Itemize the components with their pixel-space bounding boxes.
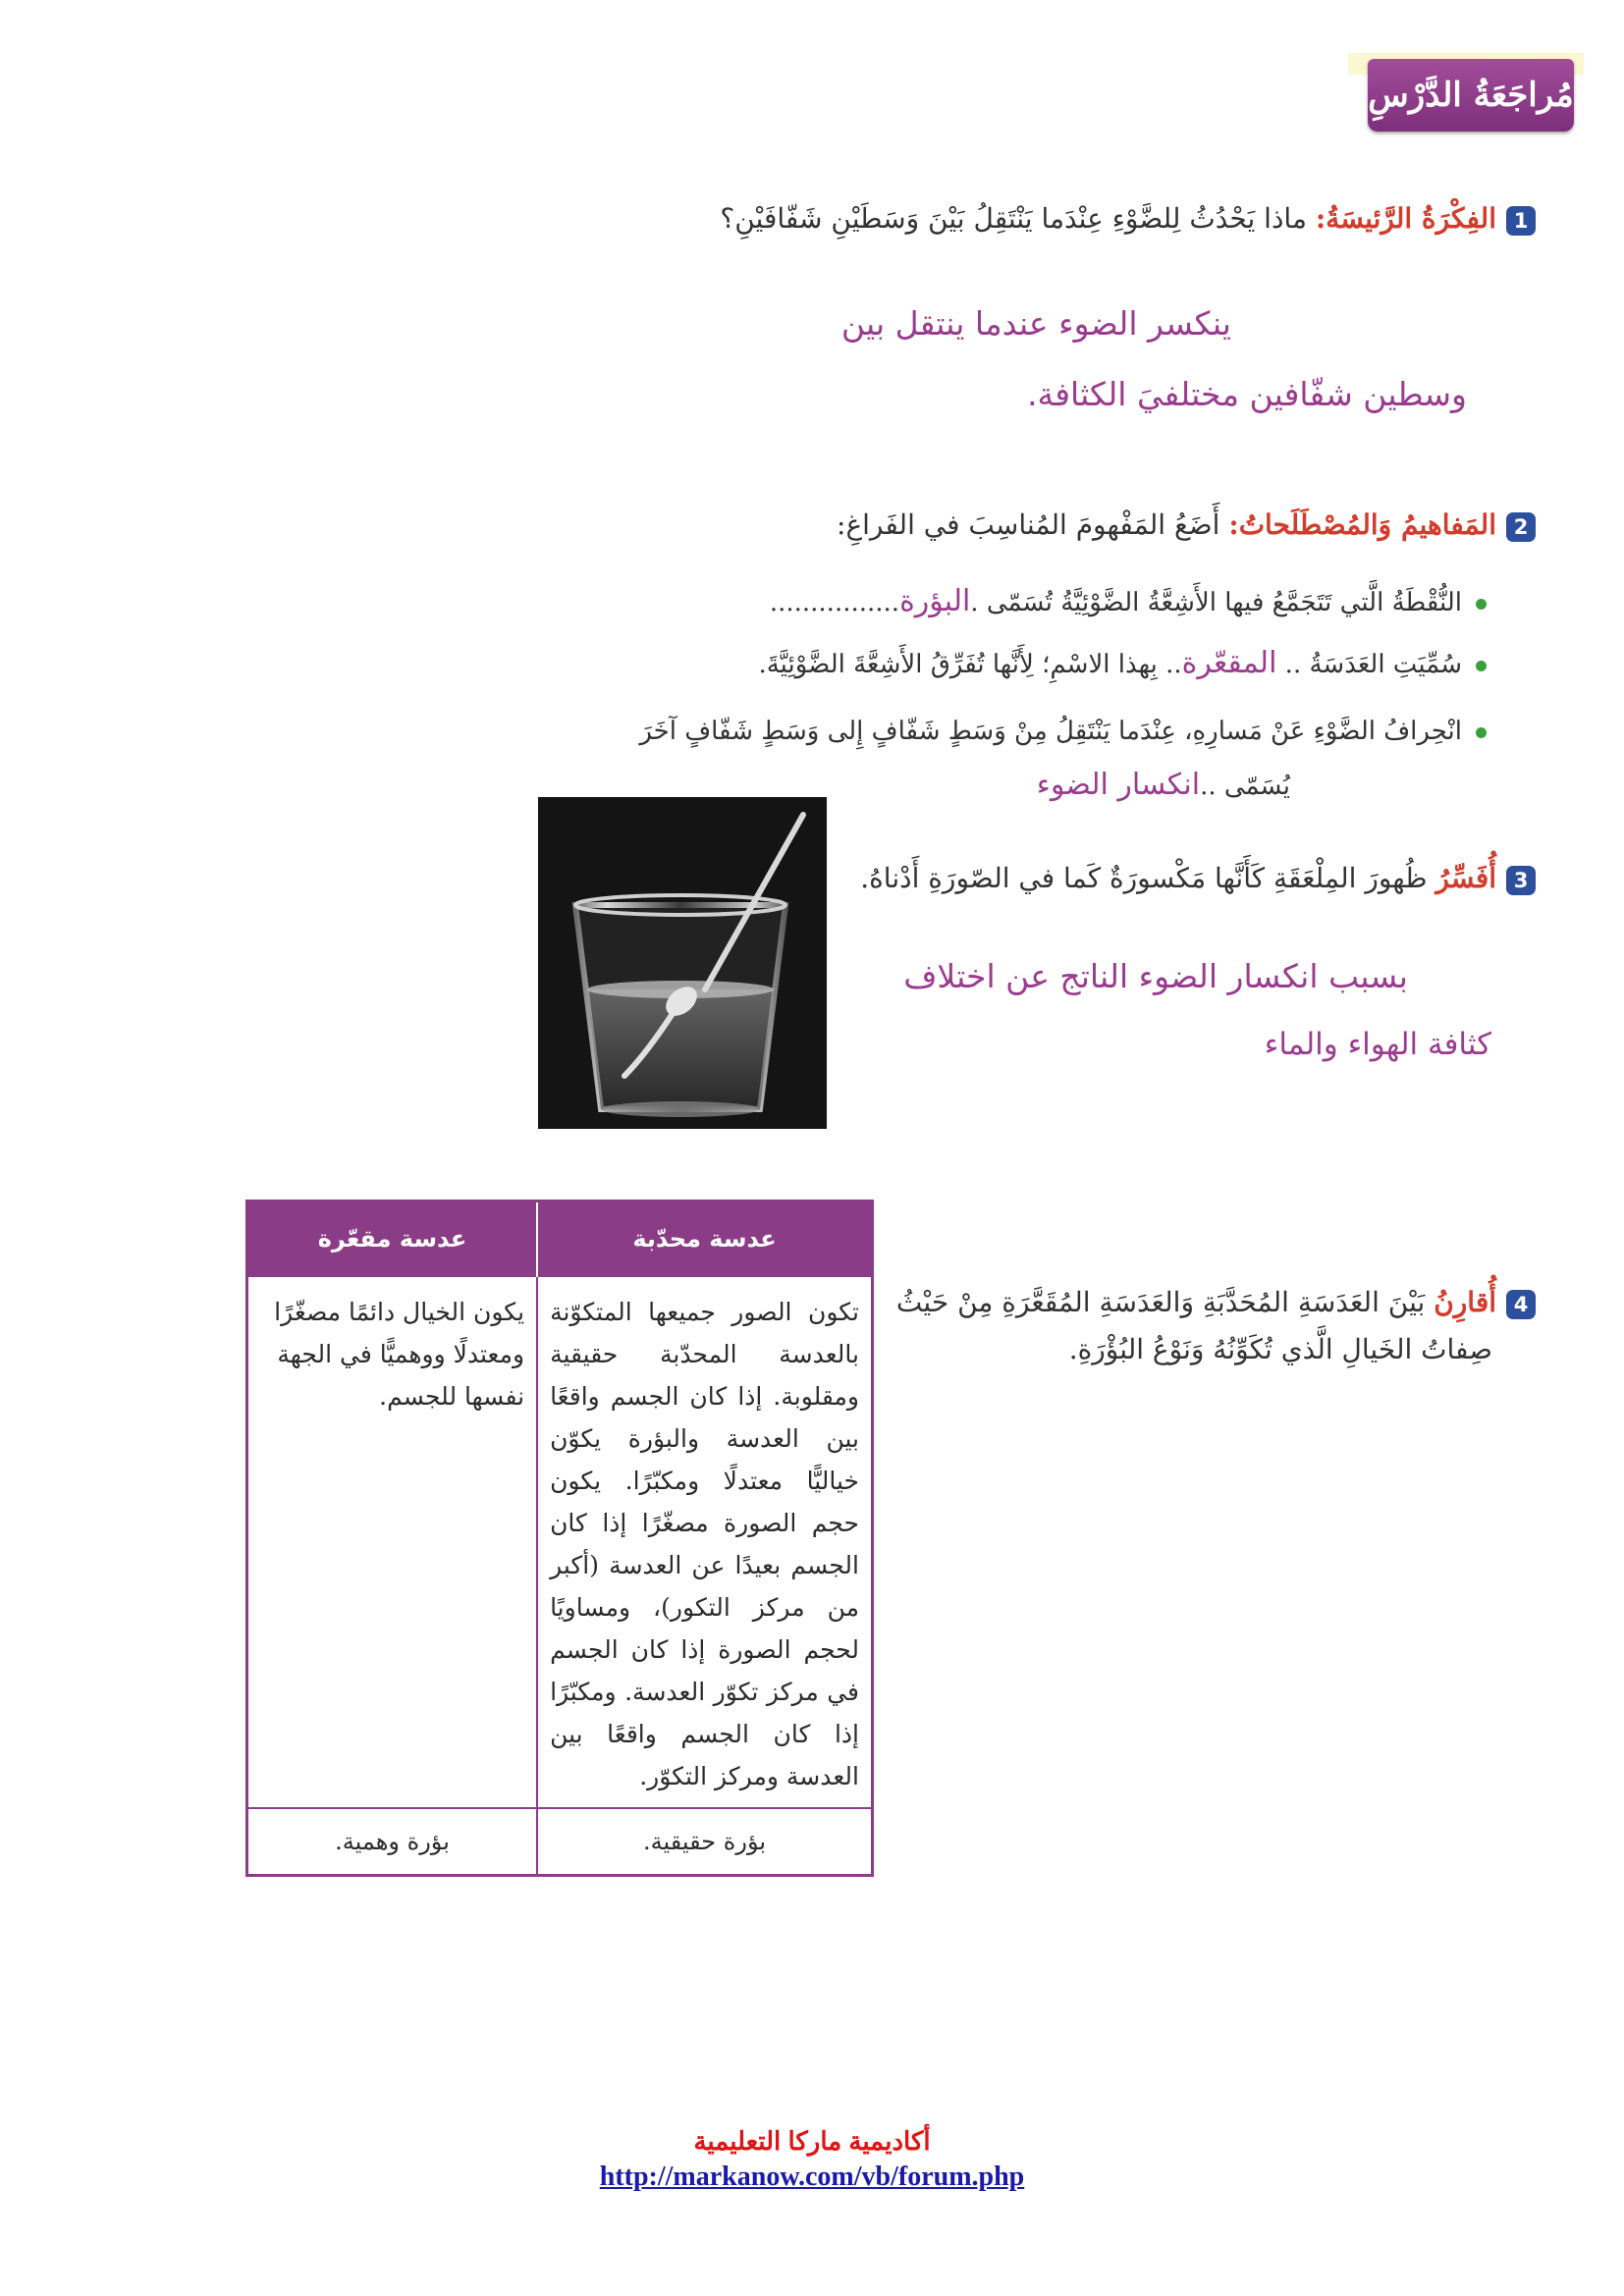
q1-label: الفِكْرَةُ الرَّئيسَةُ: [1315,202,1496,235]
question-1 [720,202,1536,236]
question-number-1: 1 [1506,206,1536,236]
q2-item-3-text-2: يُسَمّى .. [1200,772,1290,801]
q2-item-2-text-end: .. بِهذا الاسْمِ؛ لِأَنَّها تُفَرِّقُ الأَشِعَّةَ الضَّوْئِيَّةَ. [758,650,1182,679]
bullet-icon [1476,599,1487,610]
question-3 [860,862,1536,895]
q3-answer-line1: بسبب انكسار الضوء الناتج عن اختلاف [903,957,1408,995]
column-header-convex: عدسة محدّبة [537,1201,872,1277]
q2-item-3 [639,717,1487,746]
lens-comparison-table [245,1200,874,1877]
q1-answer-line2: وسطين شفّافين مختلفيَ الكثافة. [1027,375,1467,413]
q2-item-1-answer: البؤرة [899,584,971,618]
q2-item-2-text: سُمِّيَتِ العَدَسَةُ .. [1276,650,1462,679]
q2-item-1 [770,584,1487,618]
q3-label: أُفَسِّرُ [1435,862,1496,894]
question-number-3: 3 [1506,866,1536,895]
q3-answer-line2: كثافة الهواء والماء [1264,1027,1491,1062]
q3-text: ظُهورَ المِلْعَقَةِ كَأَنَّها مَكْسورَةٌ كَما في الصّورَةِ أَدْناهُ. [860,862,1428,894]
q2-item-3-answer: انكسار الضوء [1036,768,1201,802]
glass-spoon-photo [538,797,827,1129]
q1-text: ماذا يَحْدُثُ لِلضَّوْءِ عِنْدَما يَنْتَقِلُ بَيْنَ وَسَطَيْنِ شَفّافَيْنِ؟ [720,202,1307,235]
question-2 [837,508,1536,542]
q2-item-1-text: النُّقْطَةُ الَّتي تَتَجَمَّعُ فيها الأَشِعَّةُ الضَّوْئِيَّةُ تُسَمّى . [970,588,1462,617]
q2-item-2 [758,646,1487,680]
q4-label: أُقارِنُ [1434,1286,1496,1318]
question-number-2: 2 [1506,512,1536,542]
concave-image-cell: يكون الخيال دائمًا مصغّرًا ومعتدلًا ووهميًّا في الجهة نفسها للجسم. [247,1276,538,1808]
q4-text-1: بَيْنَ العَدَسَةِ المُحَدَّبَةِ وَالعَدَسَةِ المُقَعَّرَةِ مِنْ حَيْثُ [895,1286,1426,1318]
convex-image-cell: تكون الصور جميعها المتكوّنة بالعدسة المحدّبة حقيقية ومقلوبة. إذا كان الجسم واقعًا بين العدسة والبؤرة يكوّن خياليًّا معتدلًا ومكبّرًا. يكون حجم الصورة مصغّرًا إذا كان الجسم بعيدًا عن العدسة (أكبر من مركز التكور)، ومساويًا لحجم الصورة إذا كان الجسم في مركز تكوّر العدسة. ومكبّرًا إذا كان الجسم واقعًا بين العدسة ومركز التكوّر. [537,1276,872,1808]
q4-text-2: صِفاتُ الخَيالِ الَّذي تُكَوِّنُهُ وَنَوْعُ البُؤْرَةِ. [1068,1333,1492,1365]
convex-focus-cell: بؤرة حقيقية. [537,1808,872,1876]
footer-link[interactable]: http://markanow.com/vb/forum.php [599,2162,1025,2192]
footer-title: أكاديمية ماركا التعليمية [693,2126,931,2156]
q2-item-3-text: انْحِرافُ الضَّوْءِ عَنْ مَسارِهِ، عِنْدَما يَنْتَقِلُ مِنْ وَسَطٍ شَفّافٍ إِلى وَسَطٍ شَفّافٍ آخَرَ [639,717,1462,746]
q2-text: أَضَعُ المَفْهومَ المُناسِبَ في الفَراغِ: [837,508,1220,541]
q1-answer-line1: ينكسر الضوء عندما ينتقل بين [840,304,1231,343]
column-header-concave: عدسة مقعّرة [247,1201,538,1277]
question-number-4: 4 [1506,1290,1536,1319]
q2-label: المَفاهيمُ وَالمُصْطَلَحاتُ: [1228,508,1496,541]
concave-focus-cell: بؤرة وهمية. [247,1808,538,1876]
q2-item-2-answer: المقعّرة [1181,646,1277,680]
bullet-icon [1476,727,1487,738]
q2-item-1-dots: ................ [769,588,900,617]
bullet-icon [1476,661,1487,671]
q2-item-3-line2 [1037,768,1290,802]
question-4 [896,1286,1536,1319]
lesson-review-badge: مُراجَعَةُ الدَّرْسِ [1368,59,1574,132]
